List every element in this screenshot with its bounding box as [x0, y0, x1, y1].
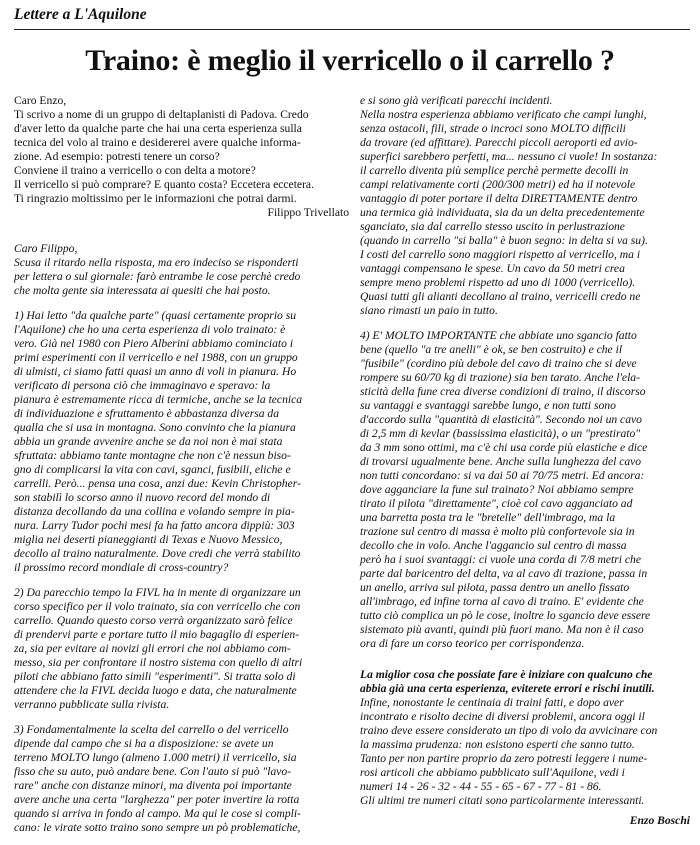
text-line: abbia già una certa esperienza, eviterete errori e rischi inutili.	[360, 682, 655, 695]
text-line: tutto ciò complica un pò le cose, inoltre lo sgancio deve essere	[360, 609, 651, 622]
text-line: decollo che in volo. Anche l'aggancio sul centro di massa	[360, 539, 627, 552]
text-line: trazione sul centro di massa è molto più confortevole sia in	[360, 525, 635, 538]
text-line: cano: le virate sotto traino sono sempre un pò problematiche,	[14, 821, 301, 834]
text-line: son stabilì lo scorso anno il nuovo record del mondo di	[14, 491, 271, 504]
text-line: una barretta posta tra le "bretelle" dell'imbrago, ma la	[360, 511, 616, 524]
reply-paragraph-2	[14, 586, 349, 712]
text-line: avere anche una certa "larghezza" per poter invertire la rotta	[14, 793, 300, 806]
text-line: incontrato e risolto decine di diversi problemi, ancora oggi il	[360, 710, 645, 723]
header-rule	[14, 29, 690, 30]
text-line: vantaggio di poter portare il delta DIRETTAMENTE dentro	[360, 192, 638, 205]
column-left	[14, 94, 349, 835]
text-line: dipende dal campo che si ha a disposizione: se avete un	[14, 737, 274, 750]
text-line: che molta gente sia interessata ai quesiti che hai posto.	[14, 284, 271, 297]
text-line: vantaggi compensano le spese. Un cavo da 50 metri crea	[360, 262, 625, 275]
text-line: carrello. Quando questo corso verrà organizzato sarò felice	[14, 614, 293, 627]
text-line: il prossimo record mondiale di cross-country?	[14, 561, 229, 574]
text-line: rare" anche con distanze minori, ma diventa poi importante	[14, 779, 292, 792]
text-line: senza ostacoli, fili, strade o incroci sono MOLTO difficili	[360, 122, 626, 135]
text-line: "fusibile" (cordino più debole del cavo di traino che si deve	[360, 357, 637, 370]
text-line: di trovarsi ugualmente bene. Anche sulla lunghezza del cavo	[360, 455, 642, 468]
text-line: corso specifico per il volo trainato, sia con verricello che con	[14, 600, 301, 613]
text-line: verificato di persona ciò che immaginavo e speravo: la	[14, 379, 271, 392]
text-line: 4) E' MOLTO IMPORTANTE che abbiate uno sgancio fatto	[360, 329, 637, 342]
text-line: superfici sarebbero perfetti, ma... nessuno ci vuole! In sostanza:	[360, 150, 658, 163]
text-line: di individuazione e sfruttamento è abbastanza diversa da	[14, 407, 280, 420]
text-line: qualla che si usa in montagna. Sono convinto che la pianura	[14, 421, 296, 434]
text-line: la massima prudenza: non esistono esperti che sanno tutto.	[360, 738, 635, 751]
text-line: però ha i suoi svantaggi: ci vuole una corda di 7/8 metri che	[360, 553, 641, 566]
text-line: da 3 mm sono ottimi, ma c'è chi usa corde più elastiche e dice	[360, 441, 648, 454]
text-line: piloti che abbiano fatto simili "esperimenti". Si tratta solo di	[14, 670, 296, 683]
text-line: quando si arriva in fondo al campo. Ma qui le cose si compli-	[14, 807, 301, 820]
text-line: sempre meno problemi rispetto ad uno di 1000 (verricello).	[360, 276, 636, 289]
text-line: zione. Ad esempio: potresti tenere un corso?	[14, 150, 220, 163]
text-line: numeri 14 - 26 - 32 - 44 - 55 - 65 - 67 - 77 - 81 - 86.	[360, 780, 602, 793]
text-line: sistemato più avanti, quindi più fuori mano. Ma non è il caso	[360, 623, 644, 636]
text-line: pianura è estremamente ricca di termiche, anche se la tecnica	[14, 393, 303, 406]
text-line: da trovare (ed affittare). Parecchi piccoli aeroporti ed avio-	[360, 136, 638, 149]
text-line: siano rimasti un paio in tutto.	[360, 304, 498, 317]
text-line: d'aver letto da qualche parte che hai una certa esperienza sulla	[14, 122, 302, 135]
text-line: za, sia per evitare ai novizi gli errori che noi abbiamo com-	[14, 642, 291, 655]
text-line: Caro Enzo,	[14, 94, 67, 107]
text-line: rompere su 60/70 kg di trazione) sia ben tarato. Anche l'ela-	[360, 371, 640, 384]
text-line: tecnica del volo al traino e desidererei avere qualche informa-	[14, 136, 301, 149]
text-line: sfruttata: abbiamo tante montagne che non c'è nessun biso-	[14, 449, 291, 462]
text-line: decollo al traino naturalmente. Dove credi che verrà stabilito	[14, 547, 301, 560]
text-line: dove agganciare la fune sul trainato? Noi abbiamo sempre	[360, 483, 634, 496]
article-title: Traino: è meglio il verricello o il carrello ?	[85, 44, 615, 77]
text-line: Ti ringrazio moltissimo per le informazioni che potrai darmi.	[14, 192, 297, 205]
text-line: sticità della fune crea diverse condizioni di traino, il discorso	[360, 385, 646, 398]
text-line: Scusa il ritardo nella risposta, ma ero indeciso se risponderti	[14, 256, 299, 269]
text-line: e si sono già verificati parecchi incidenti.	[360, 94, 553, 107]
text-line: La miglior cosa che possiate fare è iniziare con qualcuno che	[360, 668, 653, 681]
text-line: Nella nostra esperienza abbiamo verificato che campi lunghi,	[360, 108, 647, 121]
text-line: tirato il pilota "direttamente", cioè col cavo agganciato ad	[360, 497, 633, 510]
reply-intro	[14, 242, 349, 298]
text-line: di 2,5 mm di kevlar (bassissima elasticità), o un "prestirato"	[360, 427, 641, 440]
text-line: verranno pubblicate sulla rivista.	[14, 698, 170, 711]
text-line: attendere che la FIVL decida luogo e data, che naturalmente	[14, 684, 297, 697]
text-line: il carrello diventa più semplice perchè permette decolli in	[360, 164, 629, 177]
reply-signature: Enzo Boschi	[629, 814, 690, 827]
text-line: primi esperimenti con il verricello e nel 1988, con un gruppo	[14, 351, 298, 364]
reply-paragraph-3-continued	[360, 94, 690, 318]
text-line: miglia nei deserti pianeggianti di Texas e Nuovo Messico,	[14, 533, 283, 546]
text-line: 3) Fondamentalmente la scelta del carrello o del verricello	[14, 723, 289, 736]
text-line: Infine, nonostante le centinaia di traini fatti, e dopo aver	[360, 696, 624, 709]
text-line: d'accordo sulla "quantità di elasticità". Secondo noi un cavo	[360, 413, 642, 426]
section-header: Lettere a L'Aquilone	[14, 6, 147, 23]
reply-paragraph-3	[14, 723, 349, 835]
text-line: 2) Da parecchio tempo la FIVL ha in mente di organizzare un	[14, 586, 301, 599]
text-line: gno di complicarsi la vita con cavi, sganci, fusibili, eliche e	[14, 463, 291, 476]
reply-paragraph-1	[14, 309, 349, 575]
text-line: Quasi tutti gli alianti decollano al traino, verricelli credo ne	[360, 290, 641, 303]
text-line: Conviene il traino a verricello o con delta a motore?	[14, 164, 256, 177]
reply-paragraph-4	[360, 329, 690, 651]
text-line: Gli ultimi tre numeri citati sono particolarmente interessanti.	[360, 794, 645, 807]
text-line: non tutti concordano: si va dai 50 ai 70/75 metri. Ed ancora:	[360, 469, 645, 482]
text-line: distanza decollando da una collina e volando sempre in pia-	[14, 505, 295, 518]
text-line: vero. Già nel 1980 con Piero Alberini abbiamo cominciato i	[14, 337, 294, 350]
text-line: di ulmisti, ci siamo fatti quasi un anno di voli in pianura. Ho	[14, 365, 297, 378]
text-line: messo, sia per confrontare il nostro sistema con quello di altri	[14, 656, 303, 669]
text-line: (quando in carrello "si balla" è buon segno: in delta si va su).	[360, 234, 648, 247]
text-line: Caro Filippo,	[14, 242, 78, 255]
highlighted-advice	[360, 668, 690, 696]
text-line: rosi articoli che abbiamo pubblicato sull'Aquilone, vedi i	[360, 766, 625, 779]
text-line: ora di fare un corso teorico per corrispondenza.	[360, 637, 585, 650]
text-line: su vantaggi e svantaggi sarebbe lungo, e non tutti sono	[360, 399, 616, 412]
text-line: parte dal baricentro del delta, va al cavo di trazione, passa in	[360, 567, 648, 580]
text-line: Il verricello si può comprare? E quanto costa? Eccetera eccetera.	[14, 178, 314, 191]
letter-question	[14, 94, 349, 206]
text-line: carrelli. Però... pensa una cosa, anzi due: Kevin Christopher-	[14, 477, 301, 490]
text-line: 1) Hai letto "da qualche parte" (quasi certamente proprio su	[14, 309, 297, 322]
text-line: un anello, arriva sul pilota, passa dentro un anello fissato	[360, 581, 630, 594]
letter-signature: Filippo Trivellato	[267, 206, 349, 219]
text-line: campi relativamente corti (200/300 metri) ed ha il notevole	[360, 178, 636, 191]
text-line: bene (quello "a tre anelli" è ok, se ben costruito) e che il	[360, 343, 623, 356]
text-line: sganciato, sia dal carrello stesso uscito in perlustrazione	[360, 220, 625, 233]
text-line: una termica già individuata, sia da un delta precedentemente	[360, 206, 645, 219]
text-line: fisso che su auto, può andare bene. Con l'auto si può "lavo-	[14, 765, 292, 778]
text-line: per lettera o sul giornale: farò entrambe le cose perchè credo	[14, 270, 301, 283]
text-line: abbia un grande avvenire anche se da noi non è mai stata	[14, 435, 283, 448]
text-line: l'Aquilone) che ho una certa esperienza di volo trainato: è	[14, 323, 286, 336]
text-line: di prendervi parte e portare tutto il mio bagaglio di esperien-	[14, 628, 300, 641]
text-line: I costi del carrello sono maggiori rispetto al verricello, ma i	[360, 248, 641, 261]
text-line: nura. Larry Tudor pochi mesi fa ha fatto ancora dippiù: 303	[14, 519, 295, 532]
column-right	[360, 94, 690, 828]
text-line: Tanto per non partire proprio da zero potresti leggere i nume-	[360, 752, 648, 765]
reply-closing	[360, 696, 690, 808]
text-line: terreno MOLTO lungo (almeno 1.000 metri) il verricello, sia	[14, 751, 297, 764]
text-line: traino deve essere considerato un tipo di volo da avvicinare con	[360, 724, 658, 737]
text-line: Ti scrivo a nome di un gruppo di deltaplanisti di Padova. Credo	[14, 108, 309, 121]
text-line: all'imbrago, ed infine torna al cavo di traino. E' evidente che	[360, 595, 644, 608]
